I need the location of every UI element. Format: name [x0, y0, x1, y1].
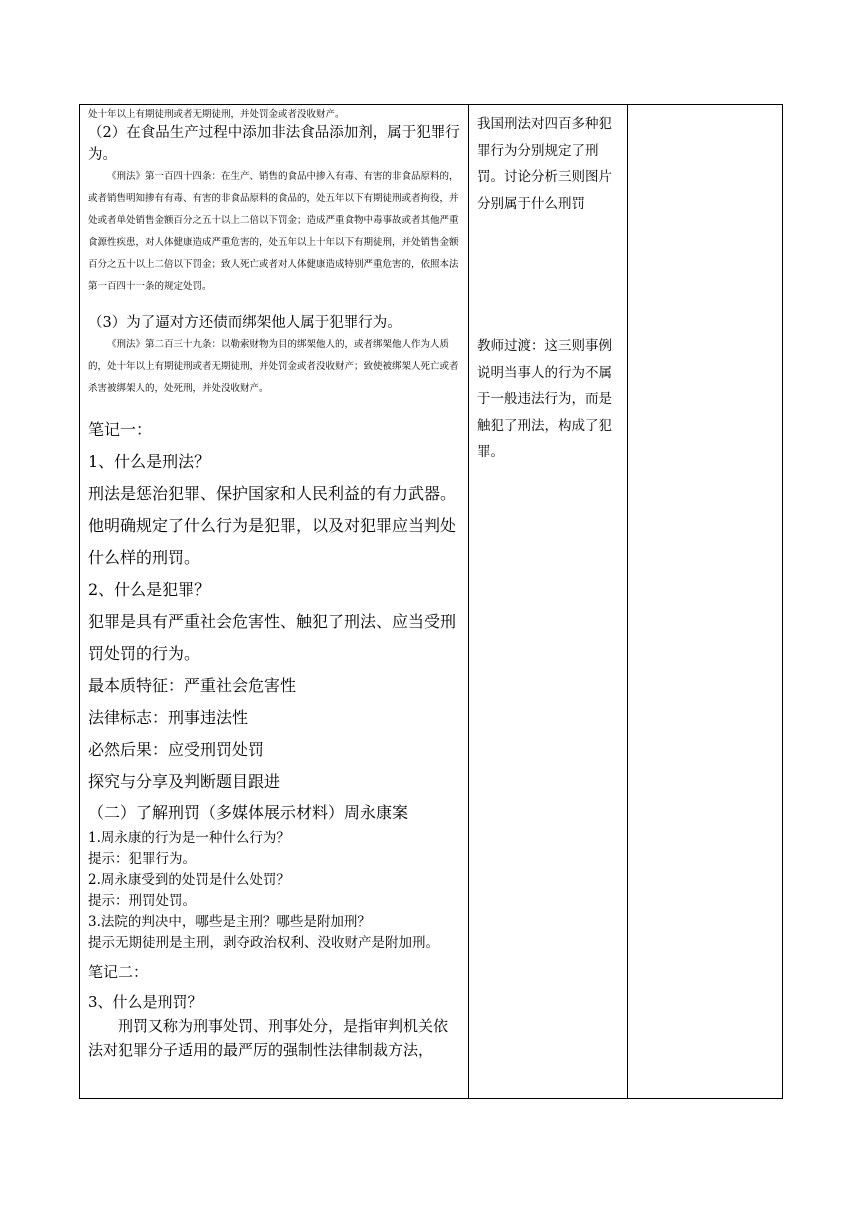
lesson-plan-table — [79, 104, 783, 1099]
feature-essential: 最本质特征：严重社会危害性 — [88, 676, 297, 695]
teaching-content-cell — [80, 105, 469, 1099]
answer-2: 犯罪是具有严重社会危害性、触犯了刑法、应当受刑罚处罚的行为。 — [88, 612, 457, 663]
teacher-transition: 教师过渡：这三则事例说明当事人的行为不属于一般违法行为，而是触犯了刑法，构成了犯罪。 — [477, 338, 612, 460]
sub-answer-1: 提示：犯罪行为。 — [88, 851, 196, 867]
note-2-title: 笔记二： — [88, 963, 149, 981]
answer-1: 刑法是惩治犯罪、保护国家和人民利益的有力武器。他明确规定了什么行为是犯罪，以及对犯罪应当判处什么样的刑罚。 — [88, 484, 457, 567]
teacher-activity-cell — [469, 105, 628, 1099]
sub-question-1: 1.周永康的行为是一种什么行为？ — [88, 830, 290, 846]
table-row — [80, 105, 783, 1099]
sub-answer-2: 提示：刑罚处罚。 — [88, 893, 196, 909]
item-3-title: （3）为了逼对方还债而绑架他人属于犯罪行为。 — [88, 315, 402, 331]
item-3-law-text: 《刑法》第二百三十九条：以勒索财物为目的绑架他人的，或者绑架他人作为人质的，处十年以上有期徒刑或者无期徒刑，并处罚金或者没收财产；致使被绑架人死亡或者杀害被绑架人的，处死刑，并处没收财产。 — [88, 339, 459, 394]
section-2-title: （二）了解刑罚（多媒体展示材料）周永康案 — [88, 803, 409, 822]
discussion-activity: 我国刑法对四百多种犯罪行为分别规定了刑罚。讨论分析三则图片分别属于什么刑罚 — [477, 116, 612, 212]
sub-answer-3: 提示无期徒刑是主刑，剥夺政治权利、没收财产是附加刑。 — [88, 935, 439, 951]
feature-consequence: 必然后果：应受刑罚处罚 — [88, 740, 265, 759]
answer-3: 刑罚又称为刑事处罚、刑事处分，是指审判机关依法对犯罪分子适用的最严厉的强制性法律制裁方法， — [88, 1017, 449, 1059]
sub-question-2: 2.周永康受到的处罚是什么处罚？ — [88, 872, 290, 888]
question-2: 2、什么是犯罪？ — [88, 580, 211, 599]
item-2-title: （2）在食品生产过程中添加非法食品添加剂，属于犯罪行为。 — [88, 125, 460, 163]
question-3: 3、什么是刑罚？ — [88, 993, 203, 1011]
explore-share: 探究与分享及判断题目跟进 — [88, 772, 281, 791]
feature-legal: 法律标志：刑事违法性 — [88, 708, 249, 727]
note-1-title: 笔记一： — [88, 420, 153, 439]
sub-question-3: 3.法院的判决中，哪些是主刑？哪些是附加刑？ — [88, 914, 371, 930]
notes-cell — [628, 105, 783, 1099]
law-text-continued: 处十年以上有期徒刑或者无期徒刑，并处罚金或者没收财产。 — [88, 109, 345, 120]
question-1: 1、什么是刑法？ — [88, 452, 211, 471]
item-2-law-text: 《刑法》第一百四十四条：在生产、销售的食品中掺入有毒、有害的非食品原料的，或者销售明知掺有有毒、有害的非食品原料的食品的，处五年以下有期徒刑或者拘役，并处或者单处销售金额百分之五十以上二倍以下罚金；造成严重食物中毒事故或者其他严重食源性疾患，对人体健康造成严重危害的，处五年以上十年以下有期徒刑，并处销售金额百分之五十以上二倍以下罚金；致人死亡或者对人体健康造成特别严重危害的，依照本法第一百四十一条的规定处罚。 — [88, 171, 459, 292]
